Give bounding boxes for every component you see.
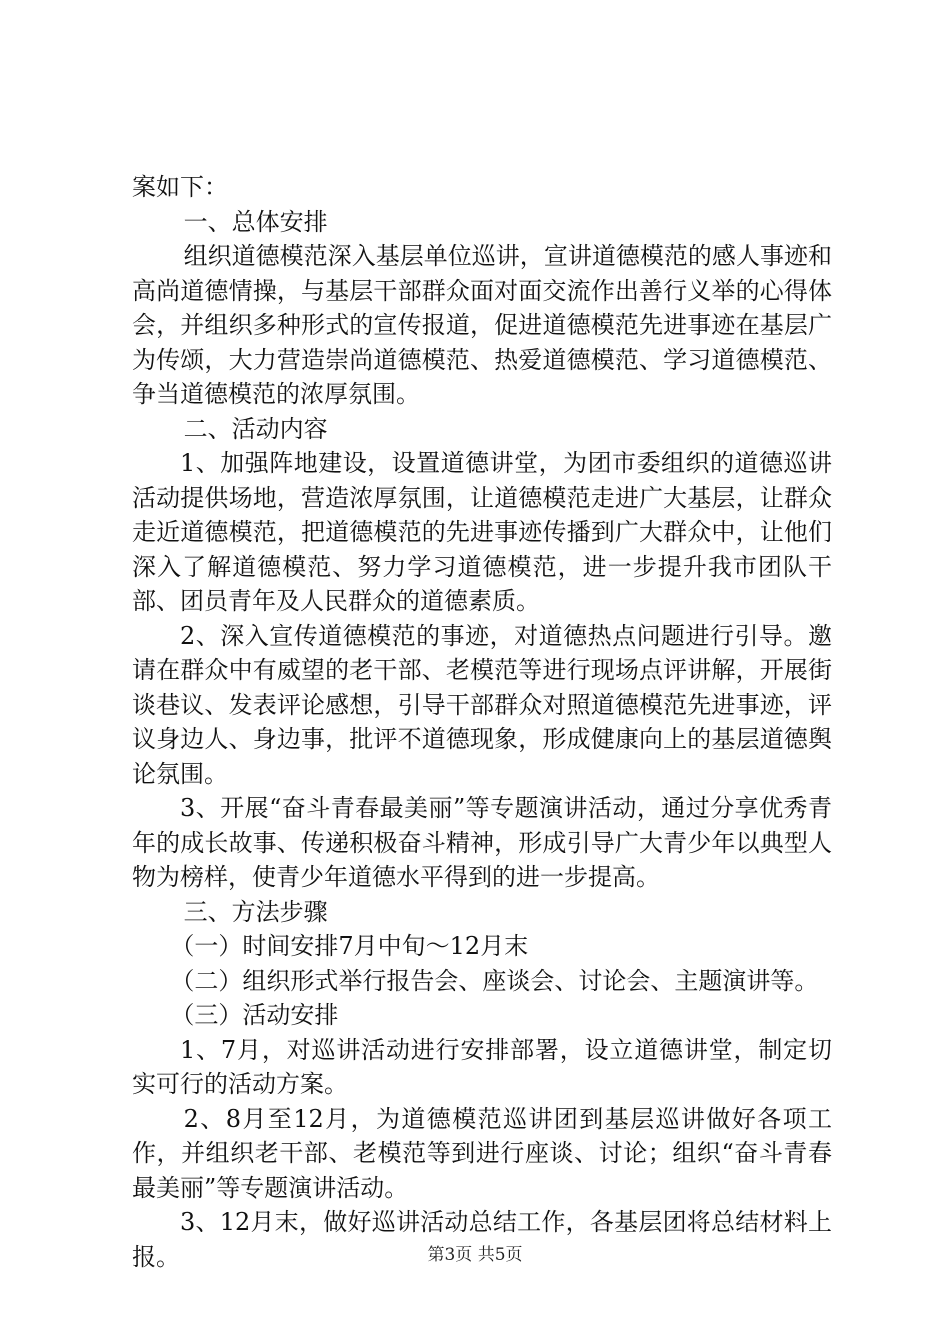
- paragraph-activity-3: 3、开展“奋斗青春最美丽”等专题演讲活动，通过分享优秀青年的成长故事、传递积极奋斗精神，形成引导广大青少年以典型人物为榜样，使青少年道德水平得到的进一步提高。: [132, 794, 832, 891]
- paragraph-overall-arrangement: 组织道德模范深入基层单位巡讲，宣讲道德模范的感人事迹和高尚道德情操，与基层干部群众面对面交流作出善行义举的心得体会，并组织多种形式的宣传报道，促进道德模范先进事迹在基层广为传颂，大力营造崇尚道德模范、热爱道德模范、学习道德模范、争当道德模范的浓厚氛围。: [132, 242, 832, 408]
- paragraph-activity-2: 2、深入宣传道德模范的事迹，对道德热点问题进行引导。邀请在群众中有威望的老干部、老模范等进行现场点评讲解，开展街谈巷议、发表评论感想，引导干部群众对照道德模范先进事迹，评议身边人、身边事，批评不道德现象，形成健康向上的基层道德舆论氛围。: [132, 621, 832, 788]
- paragraph-schedule-1: 1、7月，对巡讲活动进行安排部署，设立道德讲堂，制定切实可行的活动方案。: [132, 1035, 832, 1098]
- document-body: [132, 170, 832, 1274]
- paragraph-intro-tail: 案如下：: [132, 173, 228, 201]
- paragraph-activity-1: 1、加强阵地建设，设置道德讲堂，为团市委组织的道德巡讲活动提供场地，营造浓厚氛围，让道德模范走进广大基层，让群众走近道德模范，把道德模范的先进事迹传播到广大群众中，让他们深入了解道德模范、努力学习道德模范，进一步提升我市团队干部、团员青年及人民群众的道德素质。: [132, 449, 832, 615]
- paragraph-organization-form: （二）组织形式举行报告会、座谈会、讨论会、主题演讲等。: [170, 966, 819, 995]
- heading-overall-arrangement: 一、总体安排: [183, 207, 328, 236]
- paragraph-time-schedule: （一）时间安排7月中旬～12月末: [170, 932, 529, 960]
- paragraph-schedule-3: 3、12月末，做好巡讲活动总结工作，各基层团将总结材料上报。: [132, 1208, 832, 1271]
- heading-activity-schedule: （三）活动安排: [170, 1001, 339, 1029]
- page-number-footer: 第3页 共5页: [427, 1245, 523, 1265]
- paragraph-schedule-2: 2、8月至12月，为道德模范巡讲团到基层巡讲做好各项工作，并组织老干部、老模范等到进行座谈、讨论；组织“奋斗青春最美丽”等专题演讲活动。: [132, 1104, 832, 1202]
- heading-method-steps: 三、方法步骤: [183, 897, 328, 926]
- heading-activity-content: 二、活动内容: [183, 414, 328, 443]
